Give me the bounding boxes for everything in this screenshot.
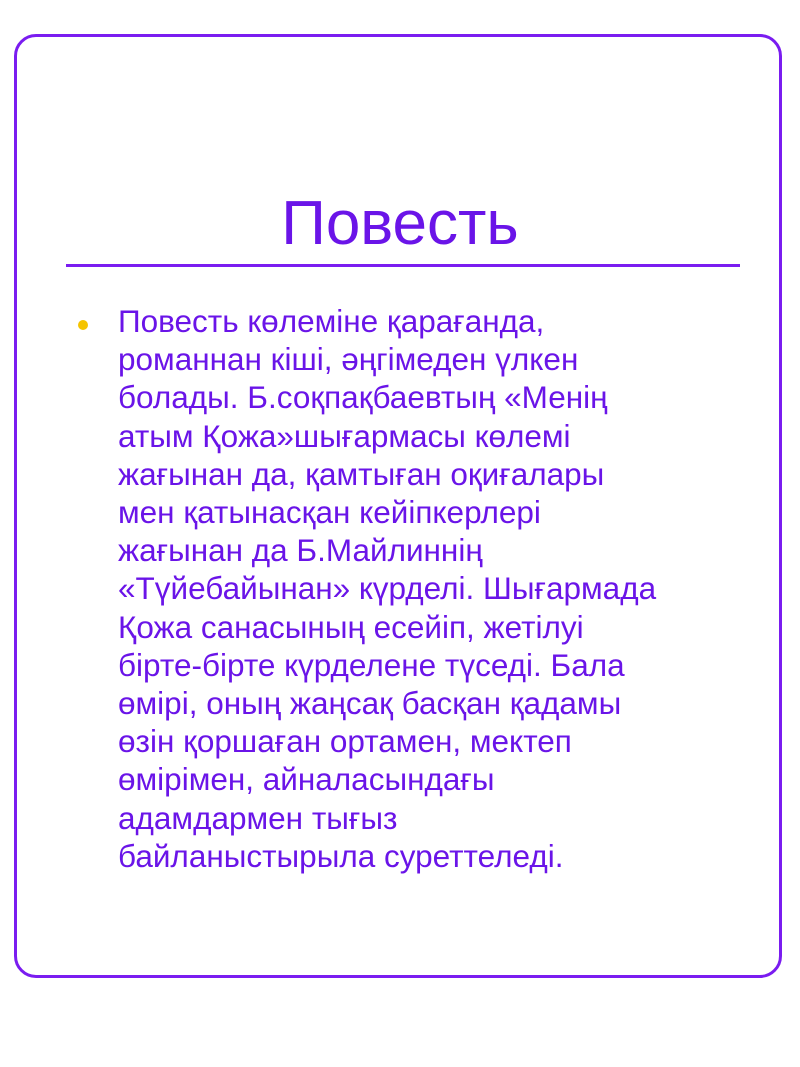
body-line: болады. Б.соқпақбаевтың «Менің <box>118 379 608 416</box>
body-line: адамдармен тығыз <box>118 799 398 836</box>
body-line: атым Қожа»шығармасы көлемі <box>118 417 571 454</box>
body-line: «Түйебайынан» күрделі. Шығармада <box>118 570 657 607</box>
slide-title: Повесть <box>281 189 519 258</box>
body-line: мен қатынасқан кейіпкерлері <box>118 494 541 531</box>
body-line: Қожа санасының есейіп, жетілуі <box>118 608 584 645</box>
body-line: өзін қоршаған ортамен, мектеп <box>118 723 572 760</box>
body-line: романнан кіші, әңгімеден үлкен <box>118 341 579 378</box>
bullet-dot-icon <box>78 320 88 330</box>
body-line: жағынан да Б.Майлиннің <box>118 532 483 569</box>
body-paragraph <box>118 302 738 875</box>
body-line: өмірімен, айналасындағы <box>118 761 495 798</box>
body-line: байланыстырыла суреттеледі. <box>118 837 564 874</box>
body-line: өмірі, оның жаңсақ басқан қадамы <box>118 685 622 722</box>
body-line: жағынан да, қамтыған оқиғалары <box>118 455 605 492</box>
title-divider <box>66 264 740 267</box>
body-line: бірте-бірте күрделене түседі. Бала <box>118 646 625 683</box>
body-line: Повесть көлеміне қарағанда, <box>118 303 545 339</box>
